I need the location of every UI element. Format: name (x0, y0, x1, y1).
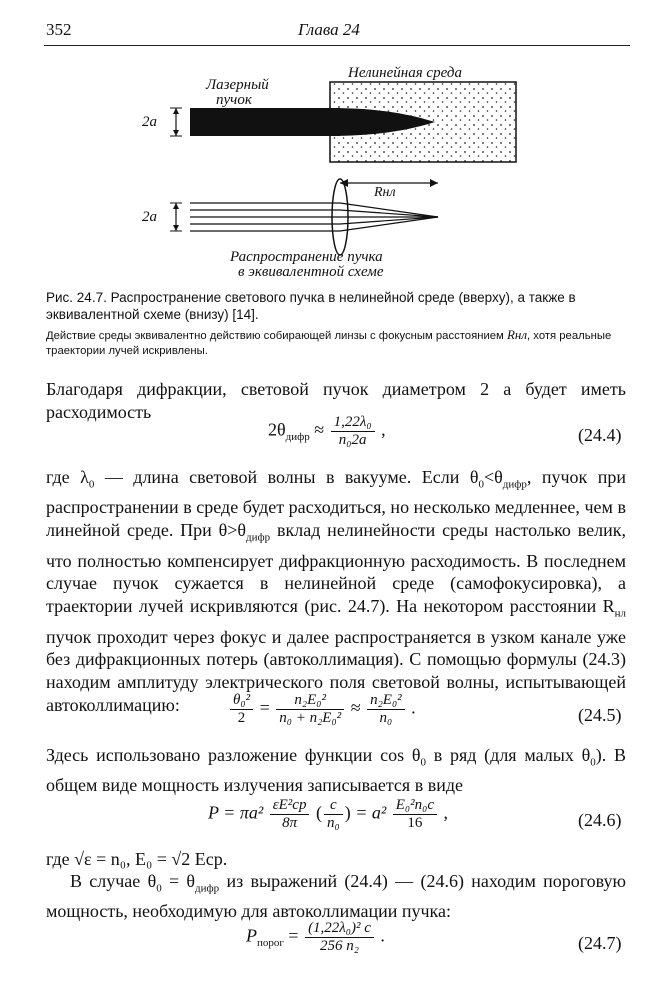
equation-number-24-6: (24.6) (578, 810, 622, 830)
label-laser-beam-line2: пучок (216, 92, 252, 108)
equation-number-24-7: (24.7) (578, 933, 622, 953)
figure-caption-note: Действие среды эквивалентно действию собирающей линзы с фокусным расстоянием Rнл, хотя реальные траектории лучей искривлены. (46, 327, 612, 357)
equation-24-4: $2\theta_{дифр}$ ≈ $\frac{\text{1,22λ₀}}{\text{n₀2a}}$ , (268, 414, 386, 448)
paragraph-relations: где √ε = n₀, E₀ = √2 Eср. (46, 849, 228, 869)
equation-number-24-4: (24.4) (578, 425, 622, 445)
paragraph-self-focusing: где $\lambda_0$ — длина световой волны в вакууме. Если $\theta_0<\theta_{дифр}$, пучок при распространении в среде будет расходиться, но несколько медленнее, чем в линейной среде. При $\theta>\theta_{дифр}$ вклад нелинейности среды настолько велик, что полностью компенсирует дифракционную расходимость. В последнем случае пучок сужается в нелинейной среде (самофокусировка), а траектории лучей искривляются (рис. 24.7). На некотором расстоянии $R_{нл}$ пучок проходит через фокус и далее распространяется в узком канале уже без дифракционных потерь (автоколлимация). С помощью формулы (24.3) находим амплитуду электрического поля световой волны, испытывающей автоколлимацию: (46, 467, 626, 715)
page-number: 352 (46, 20, 72, 39)
paragraph-power: Здесь использовано разложение функции $\cos \theta_0$ в ряд (для малых $\theta_0$). В общем виде мощность излучения записывается в виде (46, 745, 626, 796)
label-diameter-top: 2a (142, 114, 157, 130)
label-diameter-bottom: 2a (142, 209, 157, 225)
equation-24-6: P = πa² $\frac{\text{εE²ср}}{8\pi}$ ( $\frac{c}{\text{n₀}}$ ) = a² $\frac{\text{E₀²n₀c}}{16}$ , (208, 797, 448, 831)
equation-24-7: $P_{порог}$ = $\frac{\text{(1,22λ₀)² c}}{\text{256 n₂}}$ . (246, 920, 385, 954)
paragraph-diffraction: Благодаря дифракции, световой пучок диаметром 2 a будет иметь расходимость (46, 379, 626, 422)
header-rule (44, 45, 630, 46)
chapter-title: Глава 24 (298, 20, 360, 39)
label-nonlinear-medium: Нелинейная среда (348, 65, 462, 81)
label-focal-distance: Rнл (374, 185, 396, 200)
label-equivalent-line2: в эквивалентной схеме (238, 264, 384, 280)
paragraph-threshold: В случае $\theta_0 = \theta_{дифр}$ из выражений (24.4) — (24.6) находим пороговую мощность, необходимую для автоколлимации пучка: (46, 871, 627, 922)
equation-24-5: $\frac{\text{θ₀²}}{2}$ = $\frac{\text{n₂E₀²}}{\text{n₀ + n₂E₀²}}$ ≈ $\frac{\text{n₂E₀²}}{\text{n₀}}$ . (228, 692, 416, 727)
figure-24-7 (130, 60, 530, 285)
label-equivalent-line1: Распространение пучка (230, 249, 383, 265)
figure-caption: Рис. 24.7. Распространение светового пучка в нелинейной среде (вверху), а также в эквивалентной схеме (внизу) [14]. (46, 290, 576, 322)
equation-number-24-5: (24.5) (578, 705, 622, 725)
label-laser-beam-line1: Лазерный (206, 77, 269, 93)
